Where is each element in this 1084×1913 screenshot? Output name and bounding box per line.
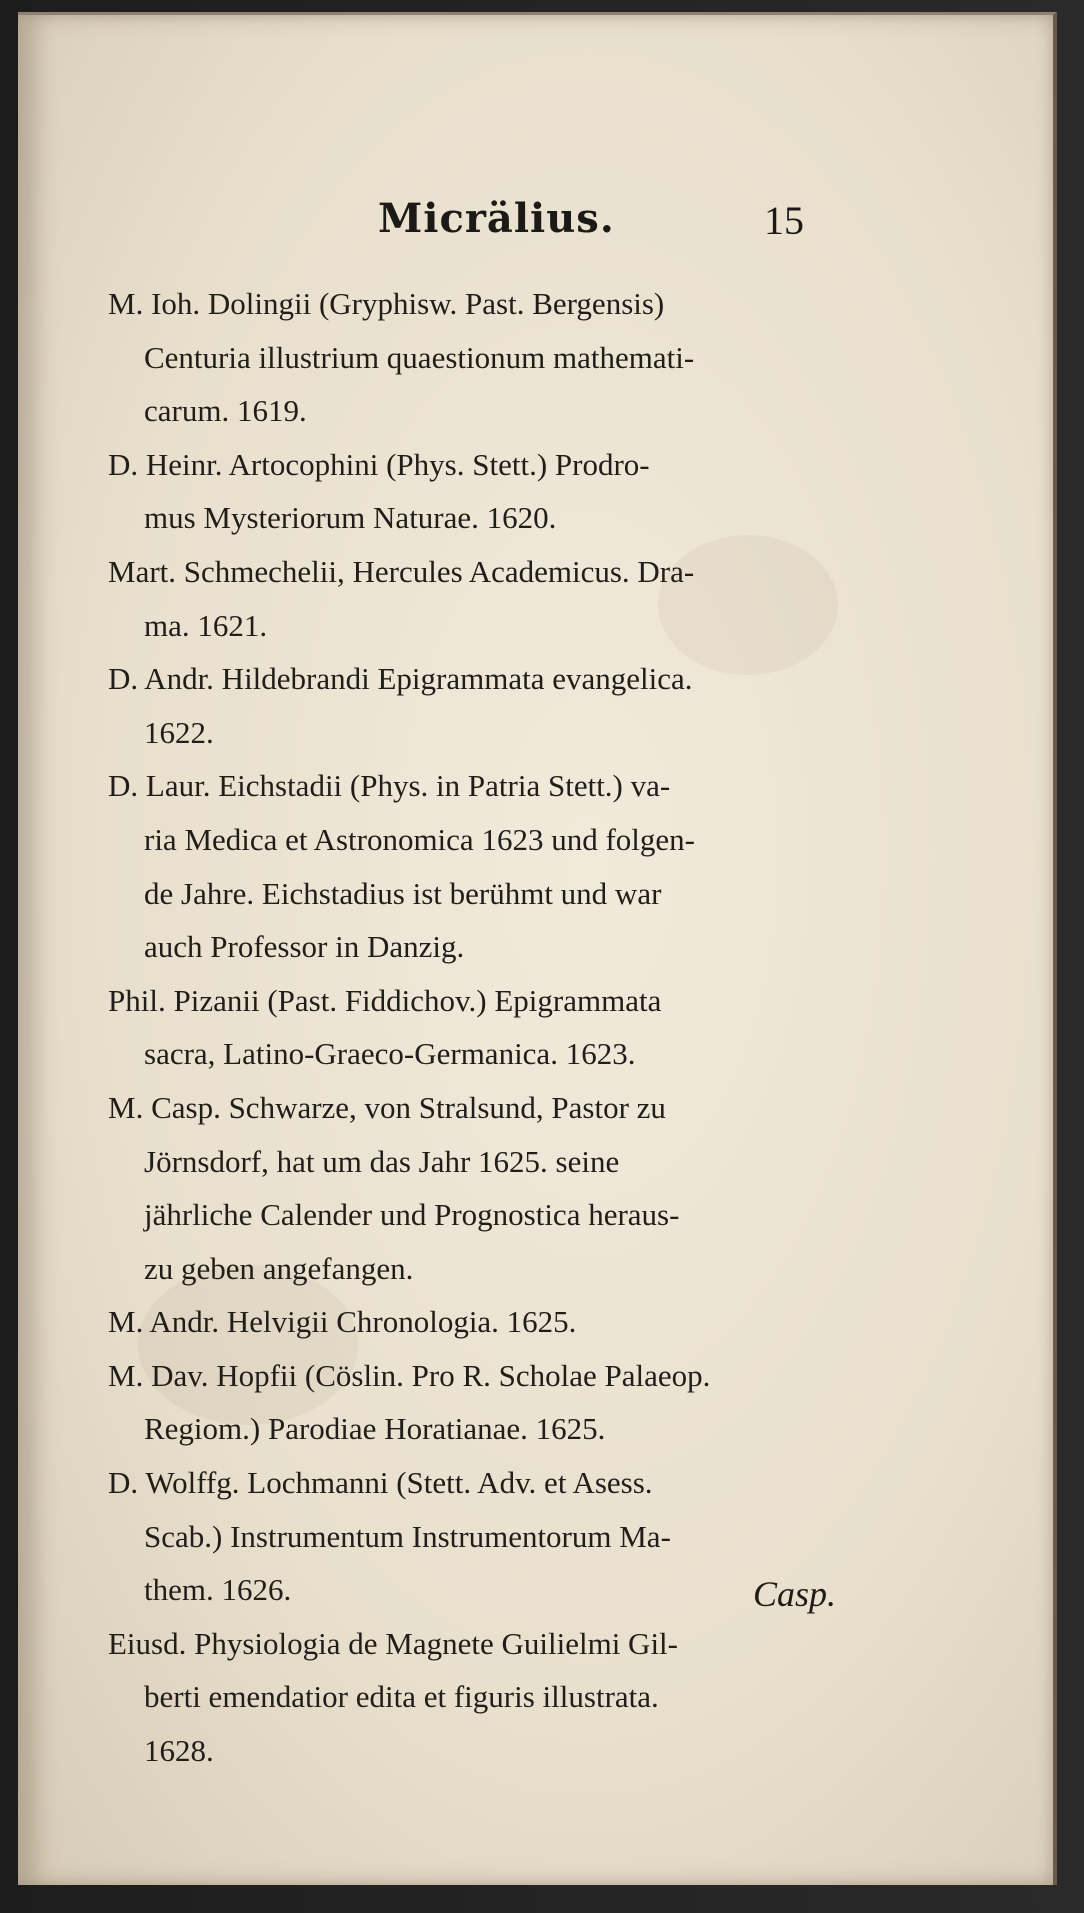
text-line: mus Mysteriorum Naturae. 1620. (144, 500, 557, 536)
text-line: auch Professor in Danzig. (144, 929, 465, 965)
text-line: Mart. Schmechelii, Hercules Academicus. Dra- (108, 553, 695, 589)
text-line: M. Andr. Helvigii Chronologia. 1625. (108, 1304, 577, 1340)
text-line: sacra, Latino-Graeco-Germanica. 1623. (144, 1036, 636, 1072)
page-number: 15 (764, 198, 804, 243)
text-line: Centuria illustrium quaestionum mathemati- (144, 339, 695, 375)
text-line: Phil. Pizanii (Past. Fiddichov.) Epigrammata (108, 982, 662, 1018)
text-line: D. Laur. Eichstadii (Phys. in Patria Stett.) va- (108, 768, 671, 804)
text-line: zu geben angefangen. (144, 1250, 414, 1286)
text-line: Eiusd. Physiologia de Magnete Guilielmi Gil- (108, 1625, 678, 1661)
text-line: 1628. (144, 1733, 214, 1769)
text-line: 1622. (144, 714, 214, 750)
text-line: D. Heinr. Artocophini (Phys. Stett.) Prodro- (108, 446, 650, 482)
text-line: them. 1626. (144, 1572, 292, 1608)
catchword: Casp. (753, 1574, 837, 1614)
text-line: Scab.) Instrumentum Instrumentorum Ma- (144, 1518, 671, 1554)
text-line: D. Andr. Hildebrandi Epigrammata evangelica. (108, 661, 693, 697)
book-page (18, 12, 1057, 1885)
text-line: ria Medica et Astronomica 1623 und folgen- (144, 821, 695, 857)
text-line: carum. 1619. (144, 393, 307, 429)
page-body (108, 277, 828, 1778)
text-line: Regiom.) Parodiae Horatianae. 1625. (144, 1411, 606, 1447)
text-line: berti emendatior edita et figuris illustrata. (144, 1679, 659, 1715)
text-line: jährliche Calender und Prognostica heraus- (144, 1197, 680, 1233)
text-line: M. Dav. Hopfii (Cöslin. Pro R. Scholae Palaeop. (108, 1357, 711, 1393)
text-line: de Jahre. Eichstadius ist berühmt und war (144, 875, 662, 911)
text-line: M. Casp. Schwarze, von Stralsund, Pastor zu (108, 1089, 666, 1125)
text-line: D. Wolffg. Lochmanni (Stett. Adv. et Asess. (108, 1465, 653, 1501)
text-line: Jörnsdorf, hat um das Jahr 1625. seine (144, 1143, 620, 1179)
page-header (18, 185, 1053, 245)
text-line: M. Ioh. Dolingii (Gryphisw. Past. Bergensis) (108, 286, 665, 321)
text-line: ma. 1621. (144, 607, 268, 643)
running-head: Micrälius. (378, 195, 615, 242)
